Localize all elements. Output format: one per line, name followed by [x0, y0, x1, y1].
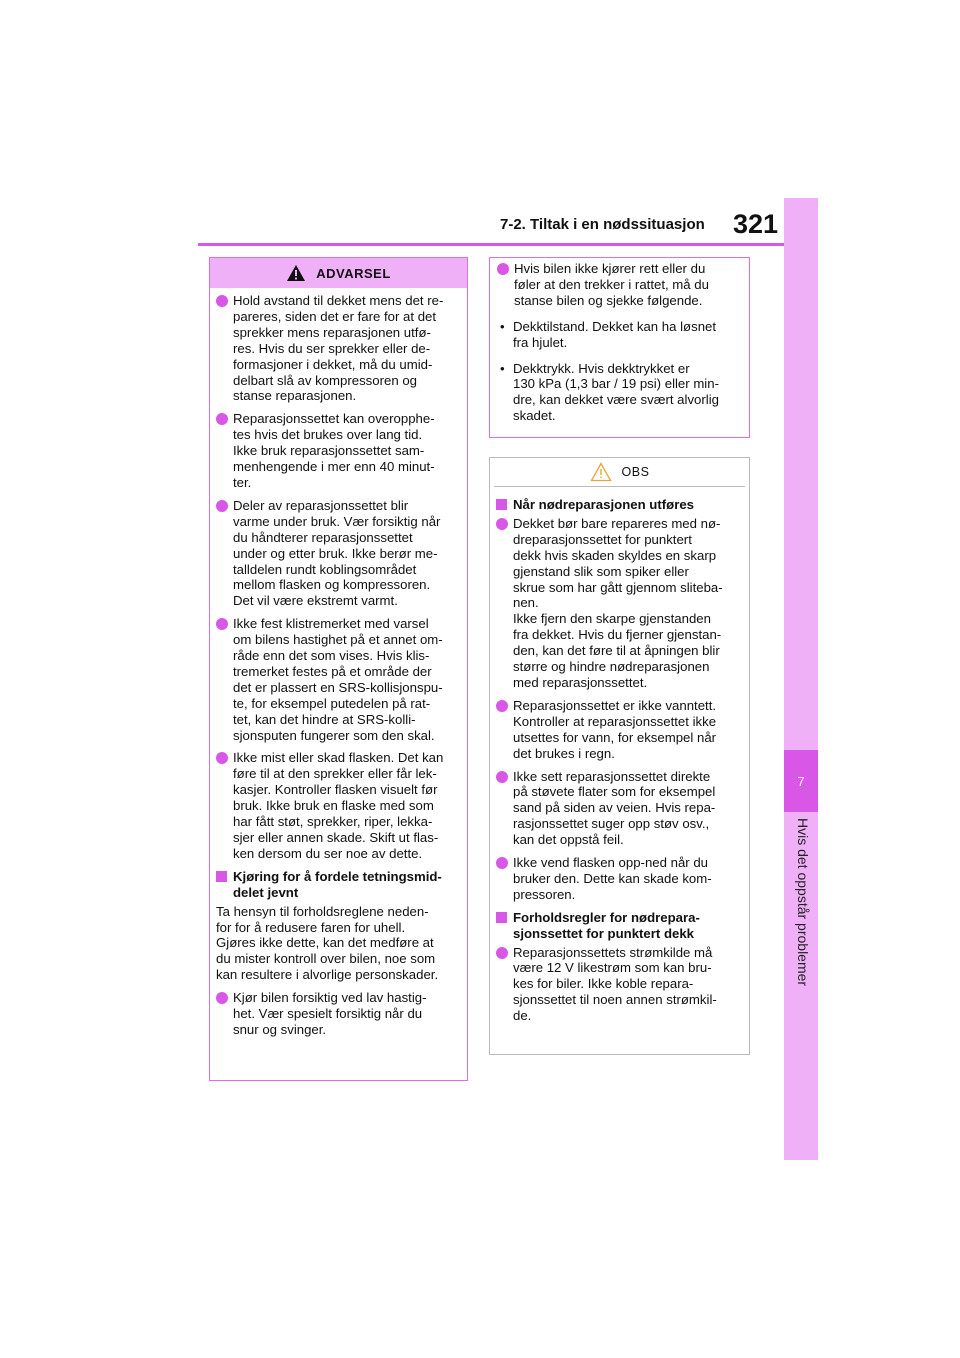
bullet-icon — [216, 992, 228, 1004]
continued-item-text: Hvis bilen ikke kjører rett eller du føler at den trekker i rattet, må du stanse bilen og sjekke følgende. — [514, 261, 709, 308]
warning-box — [209, 257, 468, 1081]
bullet-icon — [497, 263, 509, 275]
bullet-icon — [496, 771, 508, 783]
page-number: 321 — [733, 209, 779, 239]
chapter-title: Hvis det oppstår problemer — [795, 818, 811, 987]
continued-dot-text: Dekktrykk. Hvis dekktrykket er 130 kPa (1,3 bar / 19 psi) eller min- dre, kan dekket være svært alvorlig skadet. — [513, 360, 719, 424]
bullet-icon — [216, 500, 228, 512]
warning-subheading — [216, 869, 461, 901]
section-title: 7-2. Tiltak i en nødssituasjon — [500, 216, 705, 233]
warning-item — [216, 293, 461, 404]
warning-item-text: Hold avstand til dekket mens det re- pareres, siden det er fare for at det sprekker mens reparasjonen utfø- res. Hvis du ser sprekker eller de- formasjoner i dekket, må du umid- delbart slå av kompressoren og stanse reparasjonen. — [233, 293, 444, 404]
warning-header — [210, 258, 467, 288]
square-bullet-icon — [216, 871, 227, 882]
chapter-number: 7 — [784, 750, 818, 812]
obs-title: OBS — [621, 465, 650, 479]
warning-item — [216, 411, 461, 491]
header-rule — [198, 243, 784, 246]
square-bullet-icon — [496, 499, 507, 510]
warning-item-text: Deler av reparasjonssettet blir varme under bruk. Vær forsiktig når du håndterer reparasjonssettet under og etter bruk. Ikke berør me- talldelen rundt koblingsområdet mellom flasken og kompressoren. Det vil være ekstremt varmt. — [233, 497, 441, 609]
bullet-icon — [216, 752, 228, 764]
bullet-icon — [216, 295, 228, 307]
obs-item — [496, 855, 741, 903]
obs-item — [496, 516, 741, 691]
obs-item — [496, 945, 741, 1025]
obs-heading — [496, 910, 741, 942]
bullet-icon — [216, 618, 228, 630]
obs-item-text: Reparasjonssettet er ikke vanntett. Kontroller at reparasjonssettet ikke utsettes for vann, for eksempel når det brukes i regn. — [513, 697, 717, 761]
continued-dot-item — [497, 361, 741, 425]
obs-header — [494, 458, 745, 487]
warning-paragraph: Ta hensyn til forholdsreglene neden- for for å redusere faren for uhell. Gjøres ikke dette, kan det medføre at du mister kontroll over bilen, noe som kan resultere i alvorlige personskader. — [216, 903, 439, 983]
warning-title: ADVARSEL — [316, 265, 391, 281]
warning-continued-box — [489, 257, 750, 438]
square-bullet-icon — [496, 912, 507, 923]
warning-item-text: Ikke mist eller skad flasken. Det kan føre til at den sprekker eller får lek- kasjer. Kontroller flasken visuelt før bruk. Ikke bruk en flaske med som har fått støt, sprekker, riper, lekka- sjer eller annen skade. Skift ut flas- ken dersom du ser noe av dette. — [233, 750, 444, 861]
obs-item-text: Dekket bør bare repareres med nø- dreparasjonssettet for punktert dekk hvis skaden skyldes en skarp gjenstand slik som spiker eller skrue som har gått gjennom sliteba- nen. Ikke fjern den skarpe gjenstanden fra dekket. Hvis du fjerner gjenstan- den, kan det føre til at åpningen blir større og hindre nødreparasjonen med reparasjonssettet. — [513, 515, 723, 690]
warning-item — [216, 750, 461, 861]
warning-item — [216, 990, 461, 1038]
bullet-icon — [496, 518, 508, 530]
dot-bullet-icon: • — [500, 318, 505, 334]
obs-heading — [496, 497, 741, 513]
warning-item-text: Reparasjonssettet kan overopphe- tes hvis det brukes over lang tid. Ikke bruk reparasjonssettet sam- menhengende i mer enn 40 minut- ter. — [233, 411, 435, 490]
bullet-icon — [496, 857, 508, 869]
warning-subheading-text: Kjøring for å fordele tetningsmid- delet jevnt — [233, 868, 442, 900]
obs-item-text: Ikke vend flasken opp-ned når du bruker den. Dette kan skade kom- pressoren. — [513, 855, 712, 902]
bullet-icon — [496, 947, 508, 959]
dot-bullet-icon: • — [500, 360, 505, 376]
obs-box — [489, 457, 750, 1055]
continued-item — [497, 261, 741, 309]
bullet-icon — [216, 413, 228, 425]
obs-item — [496, 698, 741, 762]
warning-item — [216, 498, 461, 609]
bullet-icon — [496, 700, 508, 712]
continued-dot-item — [497, 319, 741, 351]
obs-item-text: Ikke sett reparasjonssettet direkte på støvete flater som for eksempel sand på siden av veien. Hvis repa- rasjonssettet suger opp støv osv., kan det oppstå feil. — [513, 768, 716, 848]
warning-triangle-icon — [286, 264, 306, 282]
warning-item-text: Kjør bilen forsiktig ved lav hastig- het. Vær spesielt forsiktig når du snur og svinger. — [233, 990, 427, 1037]
caution-triangle-icon — [590, 462, 612, 482]
warning-item-text: Ikke fest klistremerket med varsel om bilens hastighet på et annet om- råde enn det som vises. Hvis klis- tremerket festes på et område der det er plassert en SRS-kollisjonspu- te, for eksempel putedelen på rat- tet, kan det hindre at SRS-kolli- sjonsputen fungerer som den skal. — [233, 616, 443, 743]
obs-heading-text: Når nødreparasjonen utføres — [513, 497, 694, 512]
obs-heading-text: Forholdsregler for nødrepara- sjonssettet for punktert dekk — [513, 909, 700, 941]
warning-item — [216, 616, 461, 743]
obs-item-text: Reparasjonssettets strømkilde må være 12 V likestrøm som kan bru- kes for biler. Ikke koble repara- sjonssettet til noen annen strømkil- de. — [513, 944, 717, 1024]
continued-dot-text: Dekktilstand. Dekket kan ha løsnet fra hjulet. — [513, 318, 717, 350]
obs-item — [496, 769, 741, 849]
